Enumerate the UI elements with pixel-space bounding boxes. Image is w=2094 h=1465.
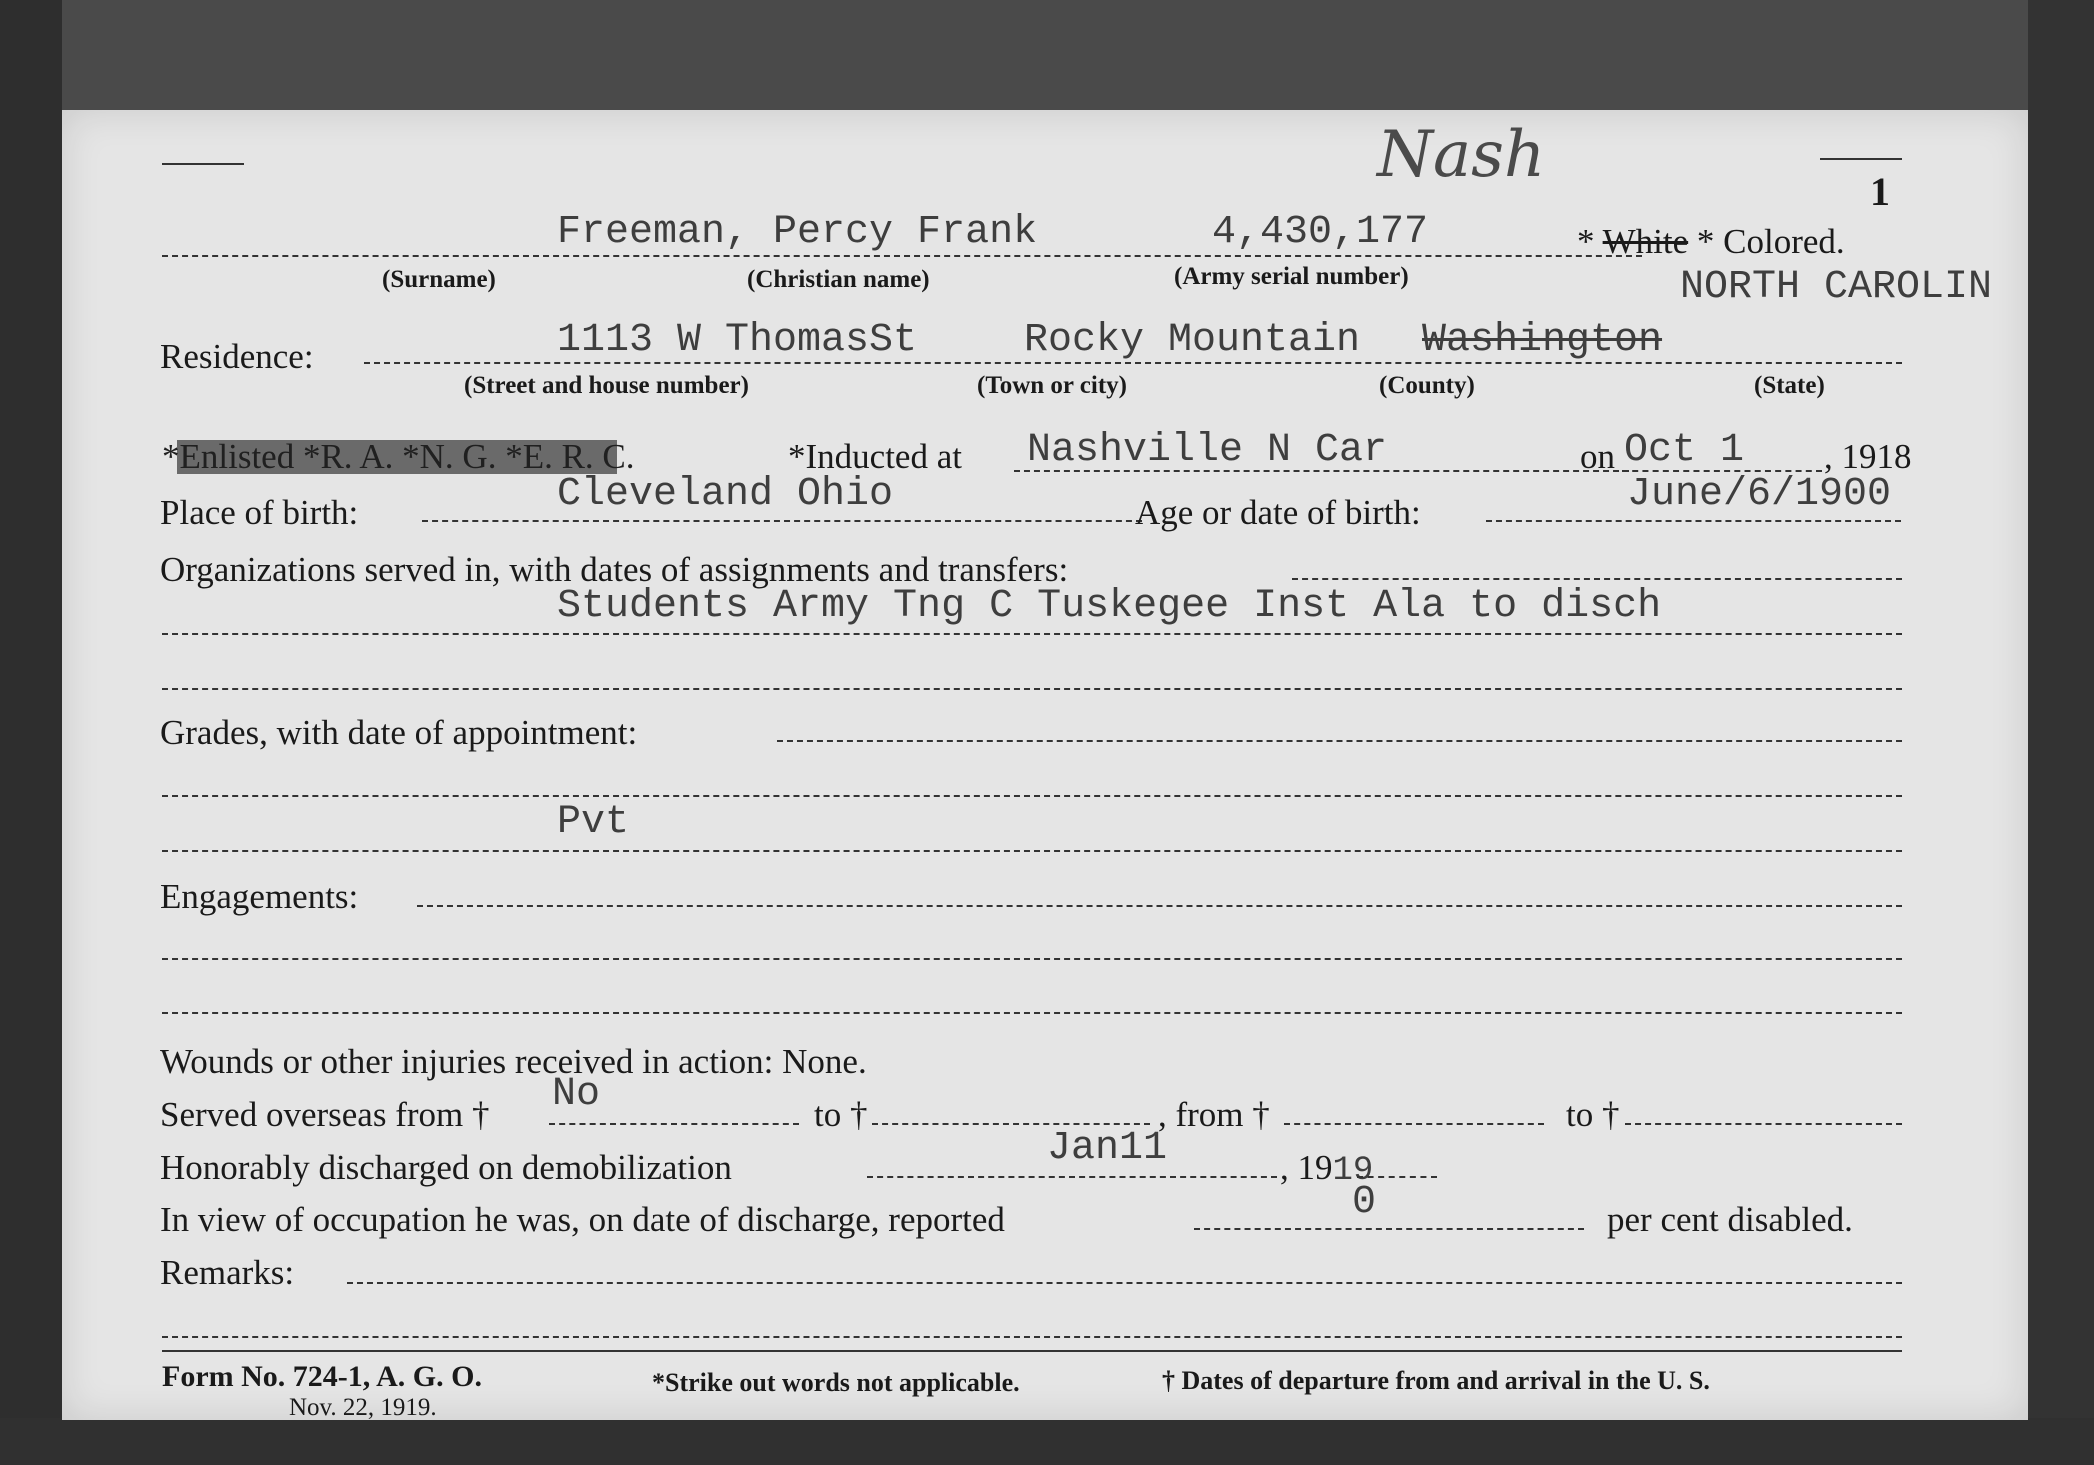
residence-city: Rocky Mountain xyxy=(1024,318,1361,363)
percent-disabled-label: per cent disabled. xyxy=(1607,1200,1853,1239)
footnote-strike: *Strike out words not applicable. xyxy=(652,1368,1020,1397)
organizations-line-2 xyxy=(162,633,1902,635)
birthplace-line xyxy=(422,520,1142,522)
remarks-line-1 xyxy=(347,1282,1902,1284)
corner-rule-right xyxy=(1820,158,1902,160)
county-caption: (County) xyxy=(1379,372,1475,399)
footer-rule xyxy=(162,1350,1902,1352)
engagements-line-2 xyxy=(162,958,1902,960)
corner-rule-left xyxy=(162,163,244,165)
disability-line xyxy=(1194,1228,1584,1230)
grades-line-1 xyxy=(777,740,1902,742)
discharge-year: , 1919 xyxy=(1280,1148,1374,1190)
residence-street: 1113 W ThomasSt xyxy=(557,318,918,363)
scanner-background-left xyxy=(0,0,62,1465)
birthplace-label: Place of birth: xyxy=(160,493,359,532)
inducted-place: Nashville N Car xyxy=(1027,428,1388,473)
inducted-label: *Inducted at xyxy=(788,437,962,476)
grade: Pvt xyxy=(557,800,630,845)
overseas-from-line-2 xyxy=(1284,1123,1544,1125)
street-caption: (Street and house number) xyxy=(464,372,749,399)
inducted-year-prefix: 19 xyxy=(1841,437,1877,476)
surname-caption: (Surname) xyxy=(382,266,496,293)
overseas-label: Served overseas from † xyxy=(160,1095,490,1134)
discharge-label: Honorably discharged on demobilization xyxy=(160,1148,732,1187)
residence-label: Residence: xyxy=(160,337,314,376)
overseas-to-label-2: to † xyxy=(1566,1095,1620,1134)
overseas-value: No xyxy=(552,1072,601,1117)
scanner-background-bottom xyxy=(0,1418,2094,1465)
race-colored: Colored. xyxy=(1723,222,1845,261)
disability-value: 0 xyxy=(1352,1180,1377,1225)
scanner-background-top xyxy=(0,0,2094,110)
overseas-to-line-2 xyxy=(1625,1123,1902,1125)
wounds-label: Wounds or other injuries received in action: None. xyxy=(160,1042,867,1081)
organizations-label: Organizations served in, with dates of assignments and transfers: xyxy=(160,550,1069,589)
overseas-to-line-1 xyxy=(872,1123,1150,1125)
birthdate: June/6/1900 xyxy=(1627,472,1892,517)
engagements-line-3 xyxy=(162,1012,1902,1014)
handwritten-county-note: Nash xyxy=(1377,118,1546,192)
discharge-year-line xyxy=(1357,1176,1437,1178)
army-serial-number: 4,430,177 xyxy=(1212,210,1429,255)
discharge-year-prefix: 19 xyxy=(1297,1148,1333,1187)
soldier-name: Freeman, Percy Frank xyxy=(557,210,1038,255)
inducted-date: Oct 1 xyxy=(1624,428,1745,473)
form-date: Nov. 22, 1919. xyxy=(289,1394,437,1421)
birthdate-line xyxy=(1486,520,1901,522)
form-number: Form No. 724-1, A. G. O. xyxy=(162,1360,482,1393)
age-label: Age or date of birth: xyxy=(1135,493,1421,532)
organizations: Students Army Tng C Tuskegee Inst Ala to disch xyxy=(557,584,1662,629)
discharge-year-suffix: 19 xyxy=(1332,1152,1374,1190)
organizations-line-1 xyxy=(1292,578,1902,580)
state-caption: (State) xyxy=(1754,372,1825,399)
overseas-from-line xyxy=(549,1123,799,1125)
race-white-struck: White xyxy=(1602,222,1689,261)
on-label: on xyxy=(1580,437,1615,476)
overseas-from-label-2: , from † xyxy=(1158,1095,1270,1134)
grades-label: Grades, with date of appointment: xyxy=(160,713,638,752)
inducted-year-suffix: 18 xyxy=(1876,437,1912,476)
state-stamp: NORTH CAROLIN xyxy=(1680,265,1993,310)
service-record-card xyxy=(62,110,2028,1420)
organizations-line-3 xyxy=(162,688,1902,690)
serial-caption: (Army serial number) xyxy=(1174,263,1409,290)
town-caption: (Town or city) xyxy=(977,372,1127,399)
christian-name-caption: (Christian name) xyxy=(747,266,930,293)
discharge-date: Jan11 xyxy=(1047,1126,1168,1171)
grades-line-2 xyxy=(162,795,1902,797)
enlistment-options-struck: *Enlisted *R. A. *N. G. *E. R. C. xyxy=(162,437,635,476)
overseas-to-label-1: to † xyxy=(814,1095,868,1134)
inducted-year: , 1918 xyxy=(1824,437,1912,476)
residence-county-struck: Washington xyxy=(1422,318,1663,363)
race-options: * White * Colored. xyxy=(1577,222,1845,261)
scanner-background-right xyxy=(2028,0,2094,1465)
footnote-dates: † Dates of departure from and arrival in the U. S. xyxy=(1162,1366,1710,1395)
remarks-line-2 xyxy=(162,1336,1902,1338)
engagements-line-1 xyxy=(417,905,1902,907)
remarks-label: Remarks: xyxy=(160,1253,295,1292)
name-line xyxy=(162,255,1642,257)
engagements-label: Engagements: xyxy=(160,877,359,916)
discharge-line xyxy=(867,1176,1277,1178)
grades-line-3 xyxy=(162,850,1902,852)
disability-label: In view of occupation he was, on date of discharge, reported xyxy=(160,1200,1005,1239)
birthplace: Cleveland Ohio xyxy=(557,472,894,517)
page-number: 1 xyxy=(1870,169,1890,214)
